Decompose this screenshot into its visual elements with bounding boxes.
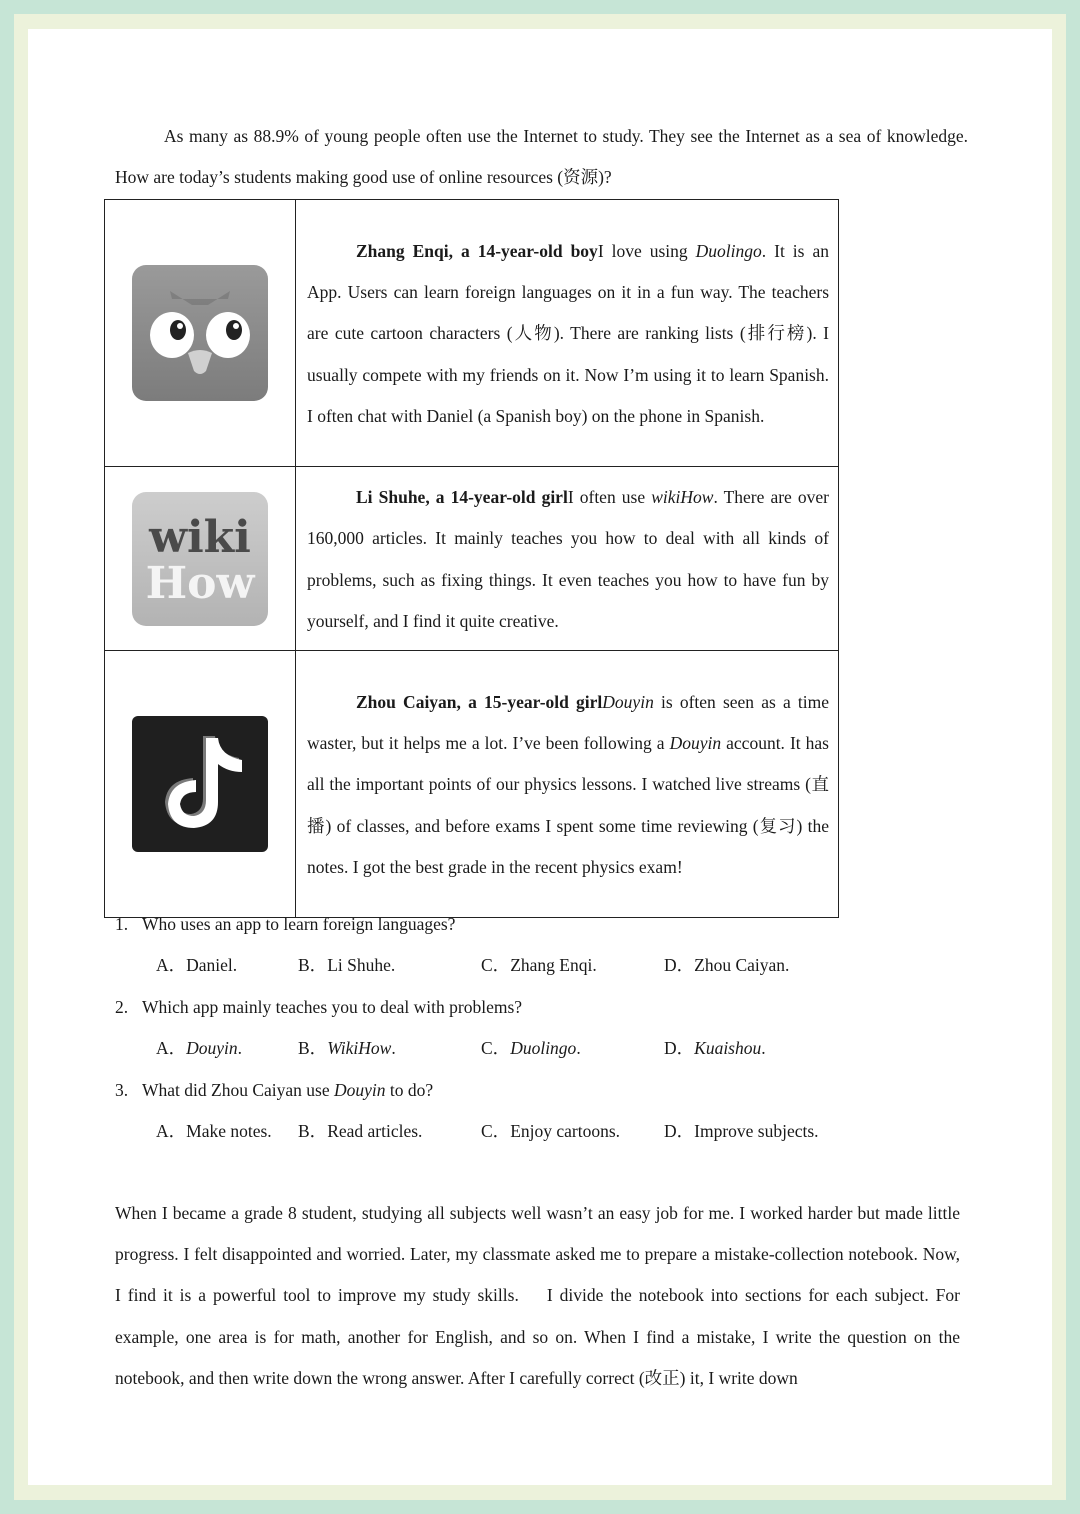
options-row [115, 945, 975, 986]
student-name: Zhang Enqi, a 14-year-old boy [356, 240, 598, 261]
student-name: Zhou Caiyan, a 15-year-old girl [356, 691, 603, 712]
svg-text:wiki: wiki [149, 511, 251, 563]
app-name: Duolingo [695, 240, 762, 261]
option-c[interactable]: C．Duolingo. [481, 1038, 581, 1059]
apps-table [104, 199, 839, 918]
option-a[interactable]: A．Daniel. [156, 955, 238, 976]
option-a[interactable]: A．Make notes. [156, 1121, 272, 1141]
option-d[interactable]: D．Kuaishou. [664, 1038, 766, 1059]
question-3: 3. What did Zhou Caiyan use Douyin to do? [115, 1079, 434, 1100]
option-d[interactable]: D．Zhou Caiyan. [664, 955, 790, 976]
icon-cell [105, 651, 296, 918]
question-1: 1. Who uses an app to learn foreign languages? [115, 914, 456, 934]
student-name: Li Shuhe, a 14-year-old girl [356, 487, 568, 508]
icon-cell [105, 200, 296, 467]
app-name: Douyin [669, 733, 722, 754]
questions-section [115, 904, 975, 1152]
app-name: wikiHow [651, 487, 714, 508]
app-description: Li Shuhe, a 14-year-old girlI often use wikiHow. There are over 160,000 articles. It mainly teaches you how to deal with all kinds of problems, such as fixing things. It even teaches you how to have fun by yourself, and I find it quite creative. [296, 467, 839, 651]
option-c[interactable]: C．Zhang Enqi. [481, 955, 597, 976]
options-row [115, 1028, 975, 1069]
duolingo-owl-icon [132, 265, 268, 401]
option-b[interactable]: B．Read articles. [298, 1121, 423, 1141]
app-name: Douyin [602, 691, 654, 712]
wikihow-logo-icon [132, 492, 268, 626]
table-row [105, 467, 839, 651]
option-a[interactable]: A．Douyin. [156, 1038, 243, 1059]
option-b[interactable]: B．Li Shuhe. [298, 955, 396, 976]
option-d[interactable]: D．Improve subjects. [664, 1121, 819, 1141]
question-2: 2. Which app mainly teaches you to deal with problems? [115, 996, 523, 1017]
table-row [105, 651, 839, 918]
douyin-note-icon [132, 716, 268, 852]
table-row [105, 200, 839, 467]
app-description: Zhou Caiyan, a 15-year-old girlDouyin is often seen as a time waster, but it helps me a lot. I’ve been following a Douyin account. It has all the important points of our physics lessons. I watched live streams (直播) of classes, and before exams I spent some time reviewing (复习) the notes. I got the best grade in the recent physics exam! [296, 651, 839, 918]
icon-cell [105, 467, 296, 651]
worksheet-page [28, 29, 1052, 1485]
option-c[interactable]: C．Enjoy cartoons. [481, 1121, 621, 1141]
passage-paragraph: When I became a grade 8 student, studying all subjects well wasn’t an easy job for me. I worked harder but made little progress. I felt disappointed and worried. Later, my classmate asked me to prepare a mistake-collection notebook. Now, I find it is a powerful tool to improve my study skills. I divide the notebook into sections for each subject. For example, one area is for math, another for English, and so on. When I find a mistake, I write the question on the notebook, and then write down the wrong answer. After I carefully correct (改正) it, I write down [115, 1203, 960, 1388]
option-b[interactable]: B．WikiHow. [298, 1038, 396, 1059]
svg-text:How: How [145, 557, 255, 609]
intro-paragraph: As many as 88.9% of young people often use the Internet to study. They see the Internet as a sea of knowledge. How are today’s students making good use of online resources (资源)? [115, 126, 968, 187]
app-description: Zhang Enqi, a 14-year-old boyI love using Duolingo. It is an App. Users can learn foreign languages on it in a fun way. The teachers are cute cartoon characters (人物). There are ranking lists (排行榜). I usually compete with my friends on it. Now I’m using it to learn Spanish. I often chat with Daniel (a Spanish boy) on the phone in Spanish. [296, 200, 839, 467]
options-row [115, 1111, 975, 1152]
